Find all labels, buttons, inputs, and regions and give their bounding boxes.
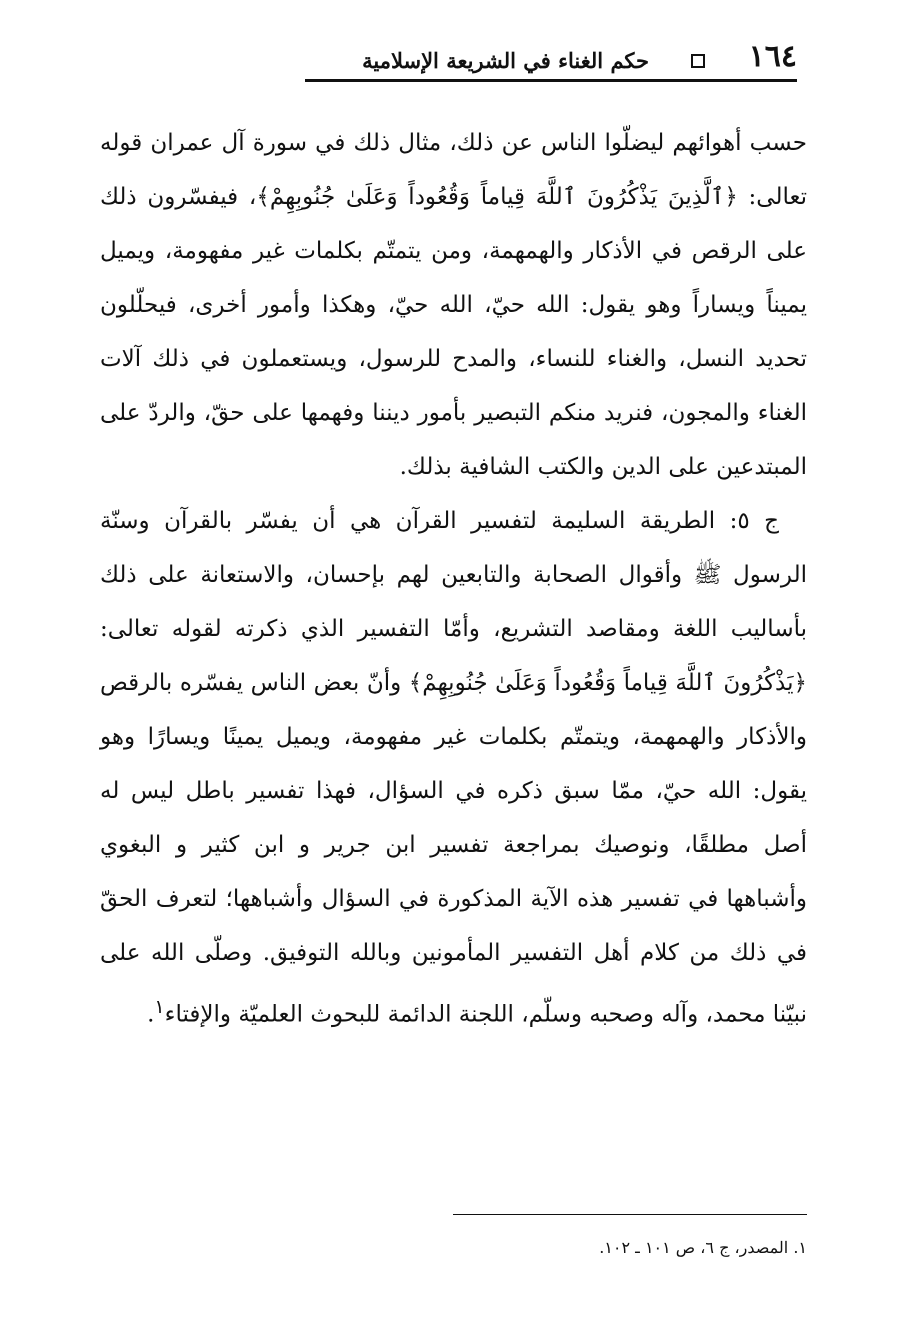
footnote: ١. المصدر، ج ٦، ص ١٠١ ـ ١٠٢.: [599, 1238, 807, 1257]
question-paragraph: حسب أهوائهم ليضلّوا الناس عن ذلك، مثال ذلك في سورة آل عمران قوله تعالى: ﴿ٱلَّذِينَ يَذْكُرُونَ ٱللَّهَ قِياماً وَقُعُوداً وَعَلَىٰ جُنُوبِهِمْ﴾، فيفسّرون ذلك على الرقص في الأذكار والهمهمة، ومن يتمتّم بكلمات غير مفهومة، ويميل يميناً ويساراً وهو يقول: الله حيّ، الله حيّ، وهكذا وأمور أخرى، فيحلّلون تحديد النسل، والغناء للنساء، والمدح للرسول، ويستعملون في ذلك آلات الغناء والمجون، فنريد منكم التبصير بأمور ديننا وفهمها على حقّ، والردّ على المبتدعين على الدين والكتب الشافية بذلك.: [100, 130, 807, 480]
answer-text: ج ٥: الطريقة السليمة لتفسير القرآن هي أن يفسّر بالقرآن وسنّة الرسول ﷺ وأقوال الصحابة والتابعين لهم بإحسان، والاستعانة على ذلك بأساليب اللغة ومقاصد التشريع، وأمّا التفسير الذي ذكرته لقوله تعالى: ﴿يَذْكُرُونَ ٱللَّهَ قِياماً وَقُعُوداً وَعَلَىٰ جُنُوبِهِمْ﴾ وأنّ بعض الناس يفسّره بالرقص والأذكار والهمهمة، ويتمتّم بكلمات غير مفهومة، ويميل يمينًا ويسارًا وهو يقول: الله حيّ، ممّا سبق ذكره في السؤال، فهذا تفسير باطل ليس له أصل مطلقًا، ونوصيك بمراجعة تفسير ابن جرير و ابن كثير و البغوي وأشباهها في تفسير هذه الآية المذكورة في السؤال وأشباهها؛ لتعرف الحقّ في ذلك من كلام أهل التفسير المأمونين وبالله التوفيق. وصلّى الله على نبيّنا محمد، وآله وصحبه وسلّم، اللجنة الدائمة للبحوث العلميّة والإفتاء: [100, 508, 807, 1028]
square-icon: [691, 54, 705, 68]
header-divider: [305, 79, 797, 82]
running-title: حكم الغناء في الشريعة الإسلامية: [362, 48, 649, 73]
page-number: ١٦٤: [748, 39, 797, 74]
page-header: [305, 36, 797, 82]
footnote-marker: ١: [154, 995, 165, 1018]
answer-paragraph: ج ٥: الطريقة السليمة لتفسير القرآن هي أن يفسّر بالقرآن وسنّة الرسول ﷺ وأقوال الصحابة والتابعين لهم بإحسان، والاستعانة على ذلك بأساليب اللغة ومقاصد التشريع، وأمّا التفسير الذي ذكرته لقوله تعالى: ﴿يَذْكُرُونَ ٱللَّهَ قِياماً وَقُعُوداً وَعَلَىٰ جُنُوبِهِمْ﴾ وأنّ بعض الناس يفسّره بالرقص والأذكار والهمهمة، ويتمتّم بكلمات غير مفهومة، ويميل يمينًا ويسارًا وهو يقول: الله حيّ، ممّا سبق ذكره في السؤال، فهذا تفسير باطل ليس له أصل مطلقًا، ونوصيك بمراجعة تفسير ابن جرير و ابن كثير و البغوي وأشباهها في تفسير هذه الآية المذكورة في السؤال وأشباهها؛ لتعرف الحقّ في ذلك من كلام أهل التفسير المأمونين وبالله التوفيق. وصلّى الله على نبيّنا محمد، وآله وصحبه وسلّم، اللجنة الدائمة للبحوث العلميّة والإفتاء$^١$.: [100, 508, 807, 1028]
footnote-divider: [453, 1214, 807, 1215]
main-text: [100, 116, 807, 1042]
